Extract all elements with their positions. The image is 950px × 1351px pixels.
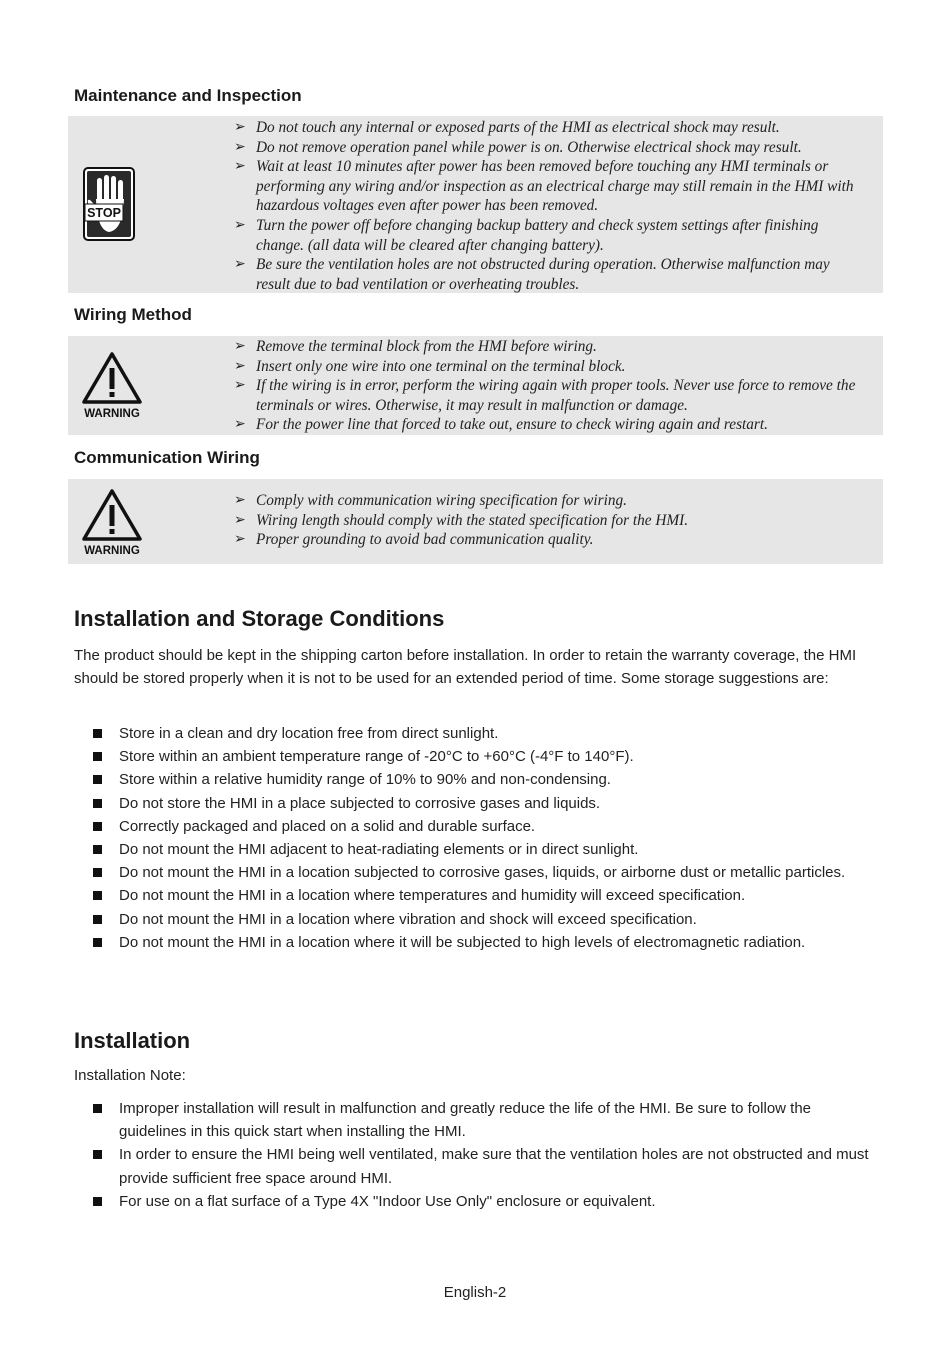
wiring-heading: Wiring Method xyxy=(74,305,192,324)
list-item: ➢ Do not remove operation panel while power is on. Otherwise electrical shock may result. xyxy=(234,138,802,156)
arrow-bullet-icon: ➢ xyxy=(234,217,246,233)
square-bullet-icon xyxy=(93,868,102,877)
square-bullet-icon xyxy=(93,845,102,854)
maintenance-panel xyxy=(68,116,883,293)
square-bullet-icon xyxy=(93,1104,102,1113)
square-bullet-icon xyxy=(93,938,102,947)
list-item: ➢ Be sure the ventilation holes are not obstructed during operation. Otherwise malfunction may result due to bad ventilation or overheating troubles. xyxy=(234,256,830,293)
maintenance-list xyxy=(234,118,863,294)
list-item: Store within a relative humidity range of 10% to 90% and non-condensing. xyxy=(92,768,882,791)
arrow-bullet-icon: ➢ xyxy=(234,417,246,433)
arrow-bullet-icon: ➢ xyxy=(234,378,246,394)
list-item: Do not mount the HMI adjacent to heat-radiating elements or in direct sunlight. xyxy=(92,838,882,861)
arrow-bullet-icon: ➢ xyxy=(234,120,246,135)
list-item: Do not mount the HMI in a location subjected to corrosive gases, liquids, or airborne dust or metallic particles. xyxy=(92,861,882,884)
storage-heading: Installation and Storage Conditions xyxy=(74,606,445,631)
list-item: Store within an ambient temperature range of -20°C to +60°C (-4°F to 140°F). xyxy=(92,745,882,768)
arrow-bullet-icon: ➢ xyxy=(234,532,246,548)
communication-heading: Communication Wiring xyxy=(74,448,260,467)
list-item: Store in a clean and dry location free from direct sunlight. xyxy=(92,722,882,745)
installation-list xyxy=(92,1097,882,1213)
list-item: ➢ Insert only one wire into one terminal on the terminal block. xyxy=(234,357,626,375)
arrow-bullet-icon: ➢ xyxy=(234,159,246,175)
square-bullet-icon xyxy=(93,1197,102,1206)
list-item: ➢ Wiring length should comply with the stated specification for the HMI. xyxy=(234,511,689,529)
list-item: ➢ Do not touch any internal or exposed parts of the HMI as electrical shock may result. xyxy=(234,119,780,136)
list-item: Do not store the HMI in a place subjected to corrosive gases and liquids. xyxy=(92,792,882,815)
square-bullet-icon xyxy=(93,822,102,831)
list-item: ➢ If the wiring is in error, perform the wiring again with proper tools. Never use force to remove the terminals or wires. Otherwise, it may result in malfunction or damage. xyxy=(234,377,856,414)
arrow-bullet-icon: ➢ xyxy=(234,139,246,155)
square-bullet-icon xyxy=(93,915,102,924)
warning-icon-text: WARNING xyxy=(84,408,140,420)
arrow-bullet-icon: ➢ xyxy=(234,512,246,528)
arrow-bullet-icon: ➢ xyxy=(234,339,246,354)
list-item: Do not mount the HMI in a location where vibration and shock will exceed specification. xyxy=(92,908,882,931)
wiring-list xyxy=(234,337,863,435)
installation-note: Installation Note: xyxy=(74,1067,186,1084)
list-item: ➢ Comply with communication wiring specification for wiring. xyxy=(234,492,627,509)
communication-list xyxy=(234,491,863,550)
square-bullet-icon xyxy=(93,752,102,761)
storage-list xyxy=(92,722,882,954)
stop-hand-icon xyxy=(80,166,138,244)
list-item: In order to ensure the HMI being well ventilated, make sure that the ventilation holes are not obstructed and must provide sufficient free space around HMI. xyxy=(92,1143,882,1189)
list-item: Improper installation will result in malfunction and greatly reduce the life of the HMI. Be sure to follow the guidelines in this quick start when installing the HMI. xyxy=(92,1097,882,1143)
wiring-panel xyxy=(68,336,883,435)
arrow-bullet-icon: ➢ xyxy=(234,493,246,508)
arrow-bullet-icon: ➢ xyxy=(234,358,246,374)
installation-heading: Installation xyxy=(74,1028,191,1053)
square-bullet-icon xyxy=(93,799,102,808)
list-item: Do not mount the HMI in a location where temperatures and humidity will exceed specification. xyxy=(92,884,882,907)
list-item: ➢ Remove the terminal block from the HMI before wiring. xyxy=(234,338,597,355)
communication-panel xyxy=(68,479,883,564)
arrow-bullet-icon: ➢ xyxy=(234,257,246,273)
list-item: ➢ Proper grounding to avoid bad communication quality. xyxy=(234,531,594,549)
list-item: ➢ Turn the power off before changing backup battery and check system settings after finishing change. (all data will be cleared after changing battery). xyxy=(234,216,819,254)
list-item: ➢ Wait at least 10 minutes after power has been removed before touching any HMI terminals or performing any wiring and/or inspection as an electrical charge may still remain in the HMI with hazardous voltages even after power has been removed. xyxy=(234,158,854,215)
warning-triangle-icon xyxy=(80,350,144,420)
warning-icon-text: WARNING xyxy=(84,545,140,557)
square-bullet-icon xyxy=(93,775,102,784)
square-bullet-icon xyxy=(93,891,102,900)
square-bullet-icon xyxy=(93,729,102,738)
maintenance-heading: Maintenance and Inspection xyxy=(74,86,302,105)
list-item: For use on a flat surface of a Type 4X "Indoor Use Only" enclosure or equivalent. xyxy=(92,1190,882,1213)
warning-triangle-icon xyxy=(80,487,144,557)
stop-icon-text: STOP xyxy=(87,206,121,220)
page-number: English-2 xyxy=(443,1284,507,1301)
list-item: Do not mount the HMI in a location where it will be subjected to high levels of electromagnetic radiation. xyxy=(92,931,882,954)
list-item: ➢ For the power line that forced to take out, ensure to check wiring again and restart. xyxy=(234,416,768,434)
storage-intro: The product should be kept in the shipping carton before installation. In order to retain the warranty coverage, the HMI should be stored properly when it is not to be used for an extended period of time. Some storage suggestions are: xyxy=(74,647,857,688)
square-bullet-icon xyxy=(93,1150,102,1159)
list-item: Correctly packaged and placed on a solid and durable surface. xyxy=(92,815,882,838)
